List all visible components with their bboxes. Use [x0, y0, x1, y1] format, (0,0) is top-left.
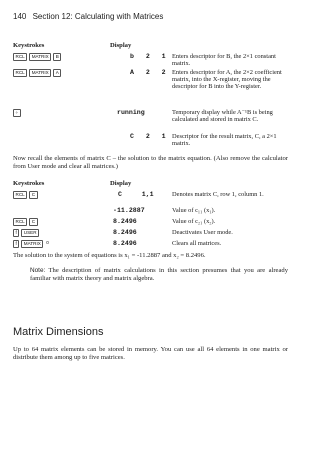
description: Clears all matrices.: [172, 240, 222, 247]
description: Temporary display while A⁻¹B is being calculated and stored in matrix C.: [172, 109, 273, 124]
description: Value of c₁₁ (x₁).: [172, 207, 216, 214]
display-value: C 1,1: [118, 191, 154, 198]
paragraph-dimensions: Up to 64 matrix elements can be stored in memory. You can use all 64 elements in one matrix or distribute them among up to five matrices.: [13, 346, 288, 361]
paragraph-recall: Now recall the elements of matrix C – the solution to the matrix equation. (Also remove the calculator from User mode and clear all matrices.): [13, 155, 288, 170]
matrix-key: MATRIX: [29, 53, 51, 61]
display-value: -11.2887: [113, 207, 145, 214]
section-heading: Matrix Dimensions: [13, 326, 104, 338]
zero-key: 0: [46, 240, 49, 245]
rcl-key: RCL: [13, 69, 27, 77]
table2-display-header: Display: [110, 180, 132, 187]
display-value: A 2 2: [130, 69, 166, 76]
note-label: Note:: [30, 267, 46, 274]
matrix-key: MATRIX: [29, 69, 51, 77]
note-text: The description of matrix calculations in this section presumes that you are already familiar with matrix theory and matrix algebra.: [30, 267, 288, 282]
c-key: C: [29, 218, 37, 226]
display-value: C 2 1: [130, 133, 166, 140]
description: Descriptor for the result matrix, C, a 2×1 matrix.: [172, 133, 277, 148]
user-key: USER: [21, 229, 39, 237]
c-key: C: [29, 191, 37, 199]
keystrokes-cell: [13, 69, 63, 87]
display-value: running: [117, 109, 145, 116]
page-number: 140: [13, 12, 27, 21]
keystrokes-cell: [13, 109, 23, 127]
page-header: [13, 12, 163, 21]
note-paragraph: [30, 267, 288, 282]
divide-key: ÷: [13, 109, 21, 117]
keystrokes-cell: [13, 191, 40, 209]
f-key: f: [13, 229, 19, 237]
section-title: Section 12: Calculating with Matrices: [32, 12, 164, 21]
table2-keystrokes-header: Keystrokes: [13, 180, 45, 187]
f-key: f: [13, 240, 19, 248]
description: Denotes matrix C, row 1, column 1.: [172, 191, 264, 198]
description: Value of c₂₁ (x₂).: [172, 218, 216, 225]
rcl-key: RCL: [13, 218, 27, 226]
solution-line: The solution to the system of equations is x₁ = -11.2887 and x₂ = 8.2496.: [13, 252, 206, 259]
rcl-key: RCL: [13, 191, 27, 199]
description: Enters descriptor for A, the 2×2 coefficient matrix, into the X-register, moving the descriptor for B into the Y-register.: [172, 69, 282, 91]
a-key: A: [53, 69, 61, 77]
display-value: b 2 1: [130, 53, 166, 60]
description: Deactivates User mode.: [172, 229, 233, 236]
matrix-key: MATRIX: [21, 240, 43, 248]
display-value: 8.2496: [113, 229, 137, 236]
display-value: 8.2496: [113, 218, 137, 225]
table1-keystrokes-header: Keystrokes: [13, 42, 45, 49]
rcl-key: RCL: [13, 53, 27, 61]
table1-display-header: Display: [110, 42, 132, 49]
display-value: 8.2496: [113, 240, 137, 247]
b-key: B: [53, 53, 61, 61]
description: Enters descriptor for B, the 2×1 constant matrix.: [172, 53, 276, 68]
